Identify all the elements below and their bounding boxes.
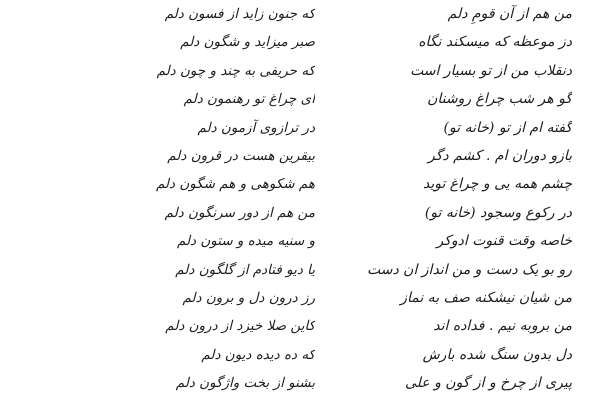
verse-line: رو بو یک دست و من انداز ان دست	[367, 261, 572, 278]
verse-line: خاصه وقت قنوت ادوکر	[436, 233, 572, 250]
left-verse-column	[120, 0, 315, 397]
verse-line: رز درون دل و برون دلم	[182, 289, 315, 306]
verse-line: من بروبه نیم . فداده اند	[433, 318, 572, 335]
verse-line: بازو دوران ام . کشم دگر	[428, 147, 572, 164]
verse-line: گفته ام از تو (خانه تو)	[443, 119, 572, 136]
verse-line: دز موعظه که میسکند نگاه	[418, 34, 572, 51]
verse-line: هم شکوهی و هم شگون دلم	[155, 176, 315, 193]
verse-line: دنقلاب من از تو بسیار است	[410, 62, 572, 79]
verse-line: چشم همه یی و چراغ توید	[422, 176, 572, 193]
verse-line: کاین صلا خیزد از درون دلم	[165, 318, 315, 335]
verse-line: پیری از چرخ و از گون و علی	[404, 375, 572, 392]
verse-line: ای چراغ تو رهنمون دلم	[183, 91, 315, 108]
verse-line: بیقرین هست در قرون دلم	[167, 147, 315, 164]
right-verse-column	[312, 0, 572, 397]
verse-line: گو هر شب چراغ روشنان	[427, 91, 572, 108]
verse-line: در رکوع وسجود (خانه تو)	[424, 204, 572, 221]
verse-line: که جنون زاید از فسون دلم	[164, 6, 315, 22]
verse-line: من هم از دور سرنگون دلم	[164, 204, 315, 221]
verse-line: و سنیه میده و ستون دلم	[176, 233, 315, 250]
verse-line: من شیان نیشکنه صف به نماز	[400, 289, 572, 306]
verse-line: که حریفی به چند و چون دلم	[156, 62, 315, 79]
verse-line: بشنو از بخت واژگون دلم	[175, 375, 315, 392]
verse-line: دل بدون سنگ شده بارش	[422, 346, 572, 363]
verse-line: صبر میزاید و شگون دلم	[180, 34, 315, 51]
verse-line: که ده دیده دیون دلم	[201, 346, 315, 363]
verse-line: یا دیو فتادم از گلگون دلم	[175, 261, 315, 278]
verse-line: من هم از آن قومِ دلم	[447, 6, 572, 22]
verse-line: در ترازوی آزمون دلم	[197, 119, 315, 136]
